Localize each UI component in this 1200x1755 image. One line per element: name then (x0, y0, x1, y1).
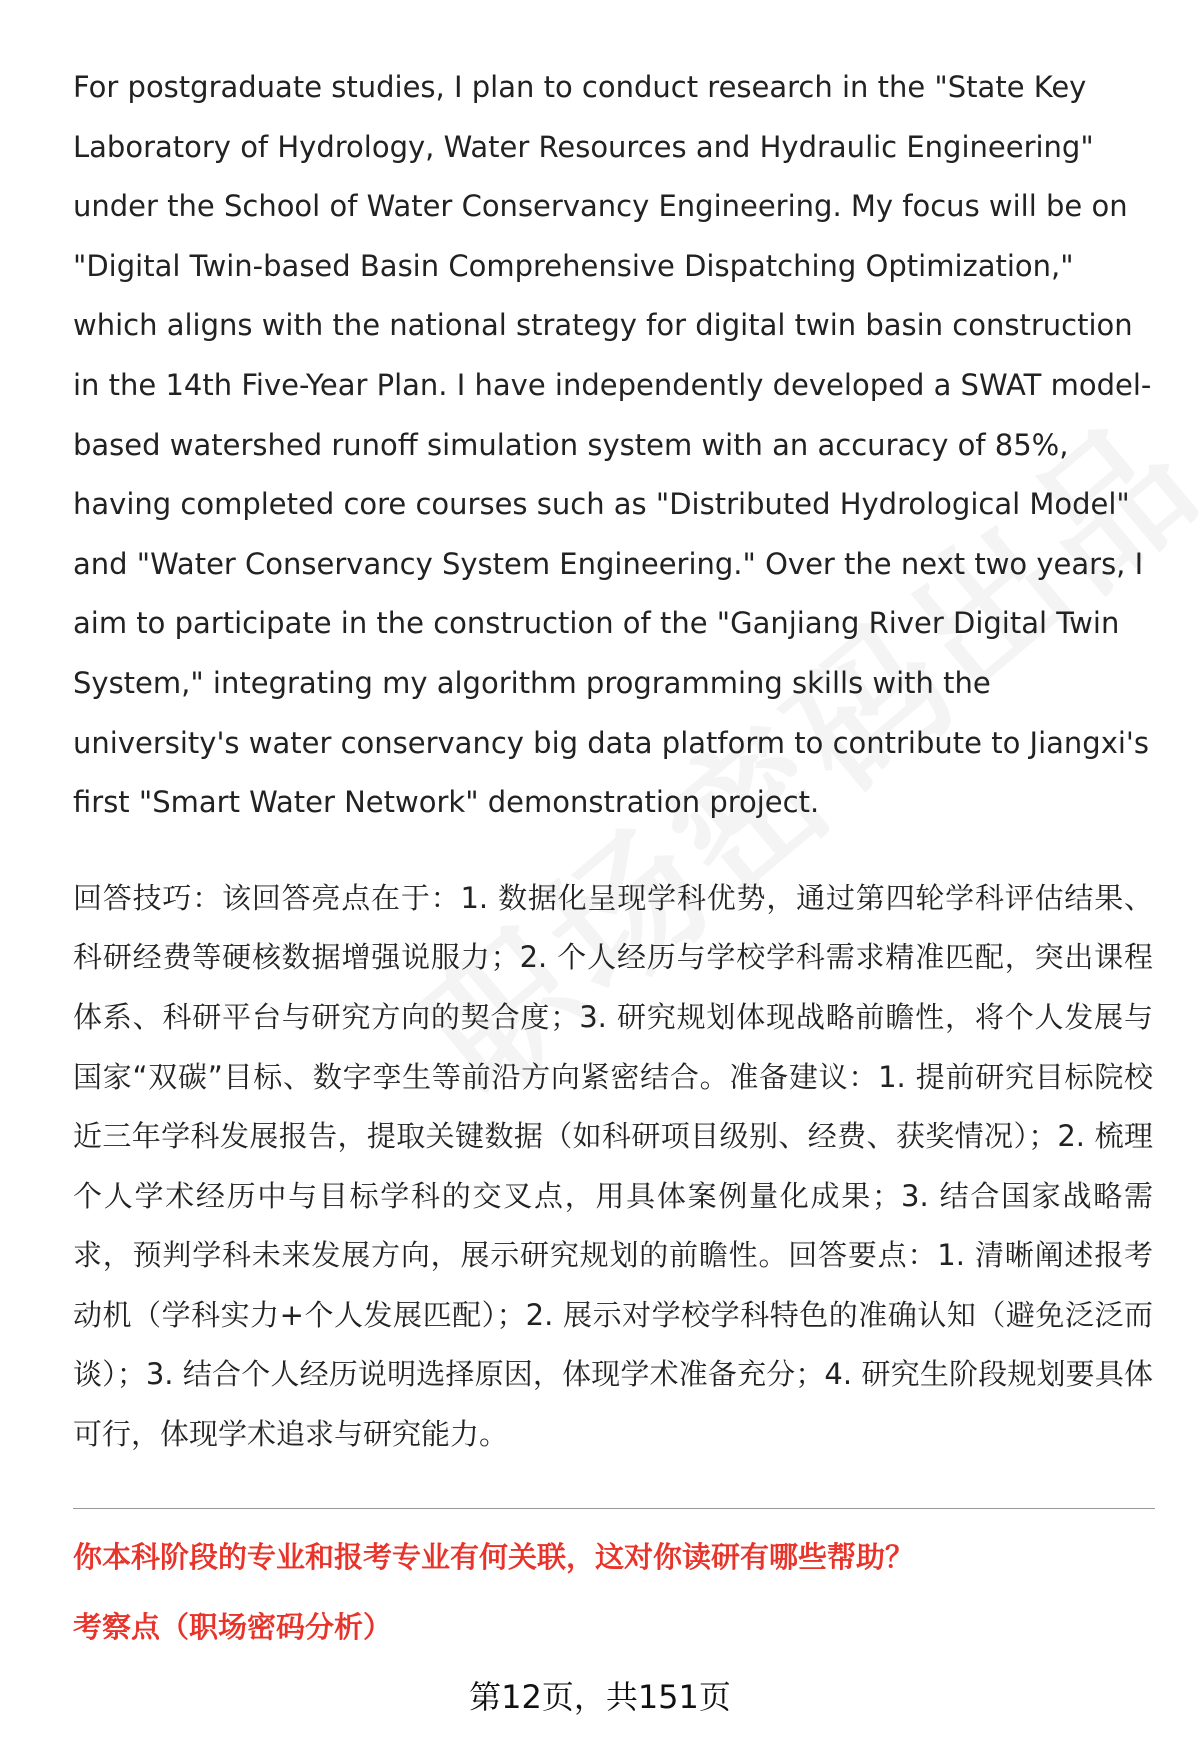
exam-point-heading: 考察点（职场密码分析） (73, 1610, 393, 1644)
page-content (73, 58, 1153, 1465)
answer-paragraph: For postgraduate studies, I plan to conduct research in the "State Key Laboratory of Hydrology, Water Resources and Hydraulic Engineering" under the School of Water Conservancy Engineering. My focus will be on "Digital Twin-based Basin Comprehensive Dispatching Optimization," which aligns with the national strategy for digital twin basin construction in the 14th Five-Year Plan. I have independently developed a SWAT model-based watershed runoff simulation system with an accuracy of 85%, having completed core courses such as "Distributed Hydrological Model" and "Water Conservancy System Engineering." Over the next two years, I aim to participate in the construction of the "Ganjiang River Digital Twin System," integrating my algorithm programming skills with the university's water conservancy big data platform to contribute to Jiangxi's first "Smart Water Network" demonstration project. (73, 70, 1152, 820)
next-question-heading: 你本科阶段的专业和报考专业有何关联，这对你读研有哪些帮助？ (73, 1540, 915, 1574)
section-divider (73, 1508, 1155, 1509)
answer-tips-paragraph: 回答技巧：该回答亮点在于：1. 数据化呈现学科优势，通过第四轮学科评估结果、科研经费等硬核数据增强说服力；2. 个人经历与学校学科需求精准匹配，突出课程体系、科研平台与研究方向的契合度；3. 研究规划体现战略前瞻性，将个人发展与国家“双碳”目标、数字孪生等前沿方向紧密结合。准备建议：1. 提前研究目标院校近三年学科发展报告，提取关键数据（如科研项目级别、经费、获奖情况）；2. 梳理个人学术经历中与目标学科的交叉点，用具体案例量化成果；3. 结合国家战略需求，预判学科未来发展方向，展示研究规划的前瞻性。回答要点：1. 清晰阐述报考动机（学科实力+个人发展匹配）；2. 展示对学校学科特色的准确认知（避免泛泛而谈）；3. 结合个人经历说明选择原因，体现学术准备充分；4. 研究生阶段规划要具体可行，体现学术追求与研究能力。 (73, 880, 1153, 1452)
page-number: 第12页，共151页 (469, 1678, 731, 1716)
